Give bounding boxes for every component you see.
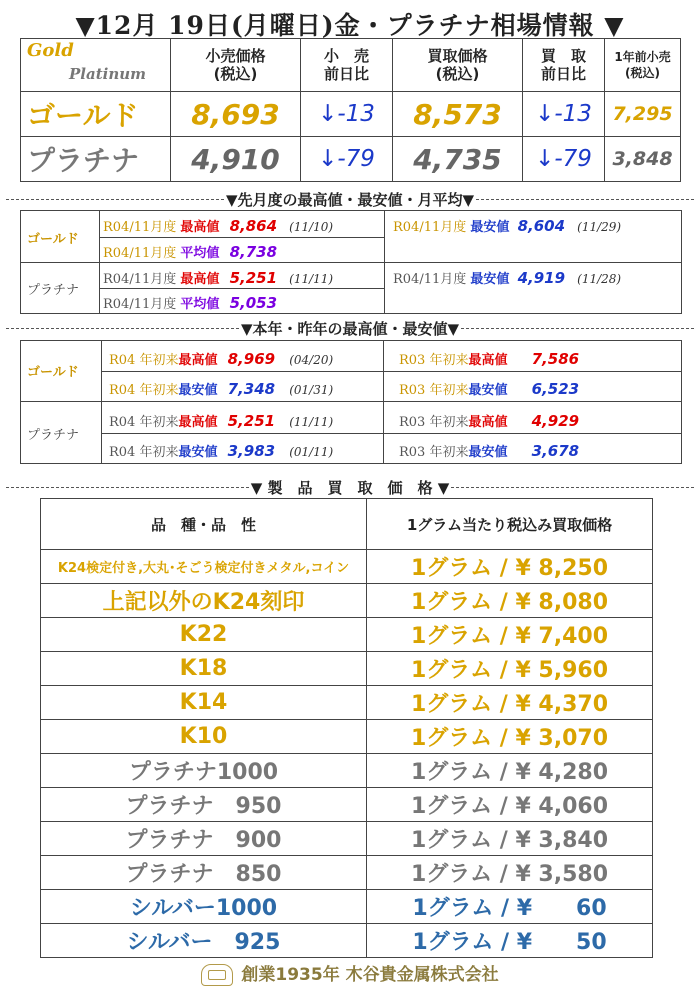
platinum-retail: 4,910 [171,137,301,182]
yearly-table [20,340,682,464]
product-price: 1グラム / ¥ 8,250 [367,550,653,584]
logo [21,39,171,92]
platinum-year-ago: 3,848 [605,137,681,182]
table-row [41,822,653,856]
monthly-gold-min: R04/11月度 最安値 8,604 (11/29) [393,217,622,235]
monthly-heading: ▼先月度の最高値・最安値・月平均▼ [225,191,475,209]
header-buy: 買取価格 (税込) [393,39,523,92]
logo-gold-text: Gold [27,40,74,61]
yearly-gold-this-max: R04 年初来最高値 8,969 (04/20) [109,350,334,368]
table-row [41,686,653,720]
product-name: プラチナ 900 [41,822,367,856]
yearly-gold-last-max: R03 年初来最高値 7,586 [399,350,580,368]
product-price: 1グラム / ¥ 60 [367,890,653,924]
product-price: 1グラム / ¥ 4,370 [367,686,653,720]
monthly-platinum-max: R04/11月度 最高値 5,251 (11/11) [103,269,334,287]
platinum-buy: 4,735 [393,137,523,182]
yearly-platinum-this-max: R04 年初来最高値 5,251 (11/11) [109,412,334,430]
yearly-gold-this-min: R04 年初来最安値 7,348 (01/31) [109,380,334,398]
product-name: プラチナ 850 [41,856,367,890]
product-price: 1グラム / ¥ 3,840 [367,822,653,856]
gold-retail-diff: ↓-13 [301,92,393,137]
monthly-gold-max: R04/11月度 最高値 8,864 (11/10) [103,217,334,235]
products-heading: ▼ 製 品 買 取 価 格 ▼ [250,479,450,497]
product-name: シルバー1000 [41,890,367,924]
products-header-item: 品 種・品 性 [41,499,367,550]
table-row [41,754,653,788]
header-retail: 小売価格 (税込) [171,39,301,92]
yearly-gold-last-min: R03 年初来最安値 6,523 [399,380,580,398]
table-row [41,618,653,652]
product-price: 1グラム / ¥ 4,280 [367,754,653,788]
table-row [41,788,653,822]
product-price: 1グラム / ¥ 4,060 [367,788,653,822]
product-price: 1グラム / ¥ 3,070 [367,720,653,754]
platinum-retail-diff: ↓-79 [301,137,393,182]
product-name: K22 [41,618,367,652]
product-name: K24検定付き,大丸･そごう検定付きメタル,コイン [41,550,367,584]
table-row [41,720,653,754]
monthly-table [20,210,682,314]
yearly-platinum-this-min: R04 年初来最安値 3,983 (01/11) [109,442,334,460]
header-year-ago: 1年前小売 (税込) [605,39,681,92]
gold-buy: 8,573 [393,92,523,137]
yearly-heading: ▼本年・昨年の最高値・最安値▼ [240,320,460,338]
monthly-platinum-avg: R04/11月度 平均値 5,053 [103,294,278,312]
price-table [20,38,681,182]
table-row [41,890,653,924]
product-price: 1グラム / ¥ 3,580 [367,856,653,890]
monthly-platinum-label: プラチナ [27,283,80,298]
table-row [41,584,653,618]
products-header-price: 1グラム当たり税込み買取価格 [367,499,653,550]
table-row [41,924,653,958]
product-name: プラチナ 950 [41,788,367,822]
monthly-gold-avg: R04/11月度 平均値 8,738 [103,243,278,261]
yearly-platinum-label: プラチナ [27,428,80,443]
company-name: 創業1935年 木谷貴金属株式会社 [241,965,499,985]
gold-row [21,92,681,137]
gold-retail: 8,693 [171,92,301,137]
gold-year-ago: 7,295 [605,92,681,137]
platinum-row [21,137,681,182]
product-name: シルバー 925 [41,924,367,958]
header-retail-diff: 小 売 前日比 [301,39,393,92]
platinum-buy-diff: ↓-79 [523,137,605,182]
gold-buy-diff: ↓-13 [523,92,605,137]
product-name: K18 [41,652,367,686]
yearly-platinum-last-max: R03 年初来最高値 4,929 [399,412,580,430]
product-name: プラチナ1000 [41,754,367,788]
product-price: 1グラム / ¥ 8,080 [367,584,653,618]
logo-platinum-text: Platinum [69,65,147,83]
product-price: 1グラム / ¥ 7,400 [367,618,653,652]
yearly-platinum-last-min: R03 年初来最安値 3,678 [399,442,580,460]
monthly-gold-label: ゴールド [27,232,79,247]
product-price: 1グラム / ¥ 50 [367,924,653,958]
table-row [41,856,653,890]
gold-label: ゴールド [21,92,171,137]
page-title: ▼12月 19日(月曜日)金・プラチナ相場情報 ▼ [75,11,625,40]
product-name: 上記以外のK24刻印 [41,584,367,618]
company-emblem-icon [201,964,233,986]
monthly-platinum-min: R04/11月度 最安値 4,919 (11/28) [393,269,622,287]
product-price: 1グラム / ¥ 5,960 [367,652,653,686]
header-buy-diff: 買 取 前日比 [523,39,605,92]
footer [0,960,700,986]
product-name: K14 [41,686,367,720]
product-name: K10 [41,720,367,754]
yearly-gold-label: ゴールド [27,365,79,380]
table-row [41,550,653,584]
table-row [41,652,653,686]
products-table [40,498,653,958]
platinum-label: プラチナ [21,137,171,182]
